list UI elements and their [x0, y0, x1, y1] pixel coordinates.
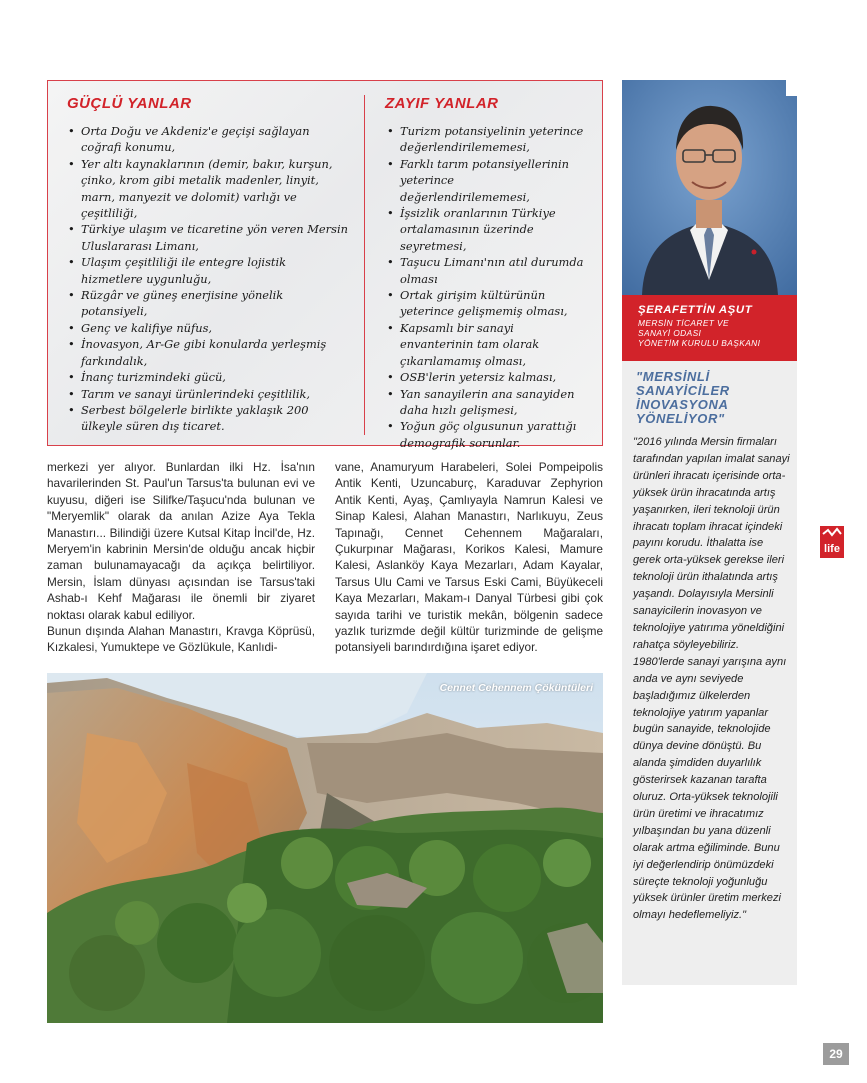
- photo-caption: Cennet Cehennem Çöküntüleri: [439, 682, 593, 694]
- list-item: • Yer altı kaynaklarının (demir, bakır, kurşun, çinko, krom gibi metalik madenler, linyit, marn, manyezit ve dolomit) varlığı ve çeşitliliği,: [66, 156, 351, 222]
- list-item: • Farklı tarım potansiyellerinin yeterince değerlendirilememesi,: [385, 156, 585, 205]
- body-column-right: [335, 459, 603, 656]
- list-item: • İşsizlik oranlarının Türkiye ortalamasının üzerinde seyretmesi,: [385, 205, 585, 254]
- body-paragraph: Bunun dışında Alahan Manastırı, Kravga Köprüsü, Kızkalesi, Yumuktepe ve Gözlükule, Kanlıdi-: [47, 624, 315, 655]
- list-item: • Serbest bölgelerle birlikte yaklaşık 200 ülkeyle süren dış ticaret.: [66, 402, 351, 435]
- person-name: ŞERAFETTİN AŞUT: [638, 304, 753, 316]
- corner-tab: [786, 80, 797, 96]
- list-item: • Ulaşım çeşitliliği ile entegre lojistik hizmetlere uygunluğu,: [66, 254, 351, 287]
- body-paragraph: vane, Anamuryum Harabeleri, Solei Pompeipolis Antik Kenti, Uzuncaburç, Karaduvar Zephyrion Antik Kenti, Ayaş, Çamlıyayla Namrun Kalesi ve Sinap Kalesi, Alahan Manastırı, Narlıkuyu, Zeus Tapınağı, Cennet Cehennem Mağaraları, Çukurpınar Mağarası, Korikos Kalesi, Mamure Kalesi, Aslanköy Kaya Mezarları, Adam Kayalar, Tarsus Ulu Cami ve Tarsus Eski Cami, Büyükeceli Kaya Mezarları, Makam-ı Danyal Türbesi gibi çok sayıda tarihi ve turistik mekân, bölgenin sadece yazlık turizmde değil kültür turizminde de gelişme potansiyeli barındırdığına işaret ediyor.: [335, 460, 603, 655]
- list-item: • Yan sanayilerin ana sanayiden daha hızlı gelişmesi,: [385, 386, 585, 419]
- list-item: • Turizm potansiyelinin yeterince değerlendirilememesi,: [385, 123, 585, 156]
- page-number: 29: [823, 1043, 849, 1065]
- interview-sidebar: [622, 80, 797, 985]
- weaknesses-title: ZAYIF YANLAR: [385, 95, 499, 112]
- list-item: • Rüzgâr ve güneş enerjisine yönelik potansiyeli,: [66, 287, 351, 320]
- quote-title-line: YÖNELİYOR": [636, 411, 725, 426]
- cave-illustration: [47, 673, 603, 1023]
- portrait-illustration: [622, 80, 797, 295]
- strengths-list: [66, 123, 351, 435]
- list-item: • OSB'lerin yetersiz kalması,: [385, 369, 585, 385]
- column-divider: [364, 95, 365, 435]
- weaknesses-list: [385, 123, 585, 451]
- cave-photo: [47, 673, 603, 1023]
- quote-title-line: "MERSİNLİ: [636, 369, 710, 384]
- quote-text: "2016 yılında Mersin firmaları tarafından yapılan imalat sanayi ürünleri ihracatı içerisinde orta-yüksek ürün ihracatında artış yaşanırken, ileri teknoloji ürün ihracatı toplam ihracat içindeki payını korudu. İthalatta ise gerek orta-yüksek gerekse ileri teknoloji ürün ithalatında artış yaşandı. Dolayısıyla Mersinli sanayicilerin inovasyon ve teknolojiye yatırıma yöneldiğini rahatça söyleyebiliriz. 1980'lerde sanayi yarışına aynı anda ve aynı seviyede başladığımız ülkelerden teknolojiye yatırım yapanlar bugün sanayide, teknolojide dünya devine dönüştü. Bu alanda şimdiden duyarlılık gösterirsek kazanan tarafta oluruz. Orta-yüksek teknolojili ürün üretimi ve ihracatımız yılbaşından bu yana düzenli olarak artma eğilimindе. Bunu iyi değerlendirip önümüzdeki süreçte teknoloji yoğunluğu yüksek ürünler üretim merkezi olmayı hedeflemeliyiz.": [633, 436, 790, 922]
- person-role: [638, 318, 781, 348]
- logo-icon: [820, 526, 844, 558]
- list-item: • Türkiye ulaşım ve ticaretine yön veren Mersin Uluslararası Limanı,: [66, 221, 351, 254]
- role-line: MERSİN TİCARET VE: [638, 318, 730, 328]
- quote-title: [636, 370, 786, 426]
- list-item: • Tarım ve sanayi ürünlerindeki çeşitlilik,: [66, 386, 351, 402]
- role-line: YÖNETİM KURULU BAŞKANI: [638, 338, 761, 348]
- list-item: • Yoğun göç olgusunun yarattığı demografik sorunlar.: [385, 418, 585, 451]
- list-item: • İnanç turizmindeki gücü,: [66, 369, 351, 385]
- magazine-logo: [820, 526, 844, 558]
- list-item: • Genç ve kalifiye nüfus,: [66, 320, 351, 336]
- body-paragraph: merkezi yer alıyor. Bunlardan ilki Hz. İsa'nın havarilerinden St. Paul'un Tarsus'ta bulunan evi ve kuyusu, diğeri ise Silifke/Taşucu'nda bulunan ve "Meryemlik" olarak da anılan Azize Aya Tekla Manastırı... Bilindiği üzere Kutsal Kitap İncil'de, Hz. Meryem'in kabrinin Mersin'de olduğu ancak hiçbir zaman bulunamayacağı da açıkça belirtiliyor. Mersin, İslam dünyası açısından ise Tarsus'taki Ashab-ı Kehf Mağarası ile önemli bir ziyaret noktası olarak kabul ediliyor.: [47, 460, 315, 622]
- list-item: • Kapsamlı bir sanayi envanterinin tam olarak çıkarılamamış olması,: [385, 320, 585, 369]
- role-line: SANAYİ ODASI: [638, 328, 702, 338]
- name-box: [622, 295, 797, 361]
- list-item: • İnovasyon, Ar-Ge gibi konularda yerleşmiş farkındalık,: [66, 336, 351, 369]
- body-column-left: [47, 459, 315, 656]
- quote-title-line: İNOVASYONA: [636, 397, 729, 412]
- strengths-title: GÜÇLÜ YANLAR: [67, 95, 192, 112]
- list-item: • Ortak girişim kültürünün yeterince gelişmemiş olması,: [385, 287, 585, 320]
- portrait-photo: [622, 80, 797, 295]
- logo-text: life: [824, 543, 840, 555]
- swot-box: [47, 80, 603, 450]
- list-item: • Taşucu Limanı'nın atıl durumda olması: [385, 254, 585, 287]
- quote-title-line: SANAYİCİLER: [636, 383, 730, 398]
- list-item: • Orta Doğu ve Akdeniz'e geçişi sağlayan coğrafi konumu,: [66, 123, 351, 156]
